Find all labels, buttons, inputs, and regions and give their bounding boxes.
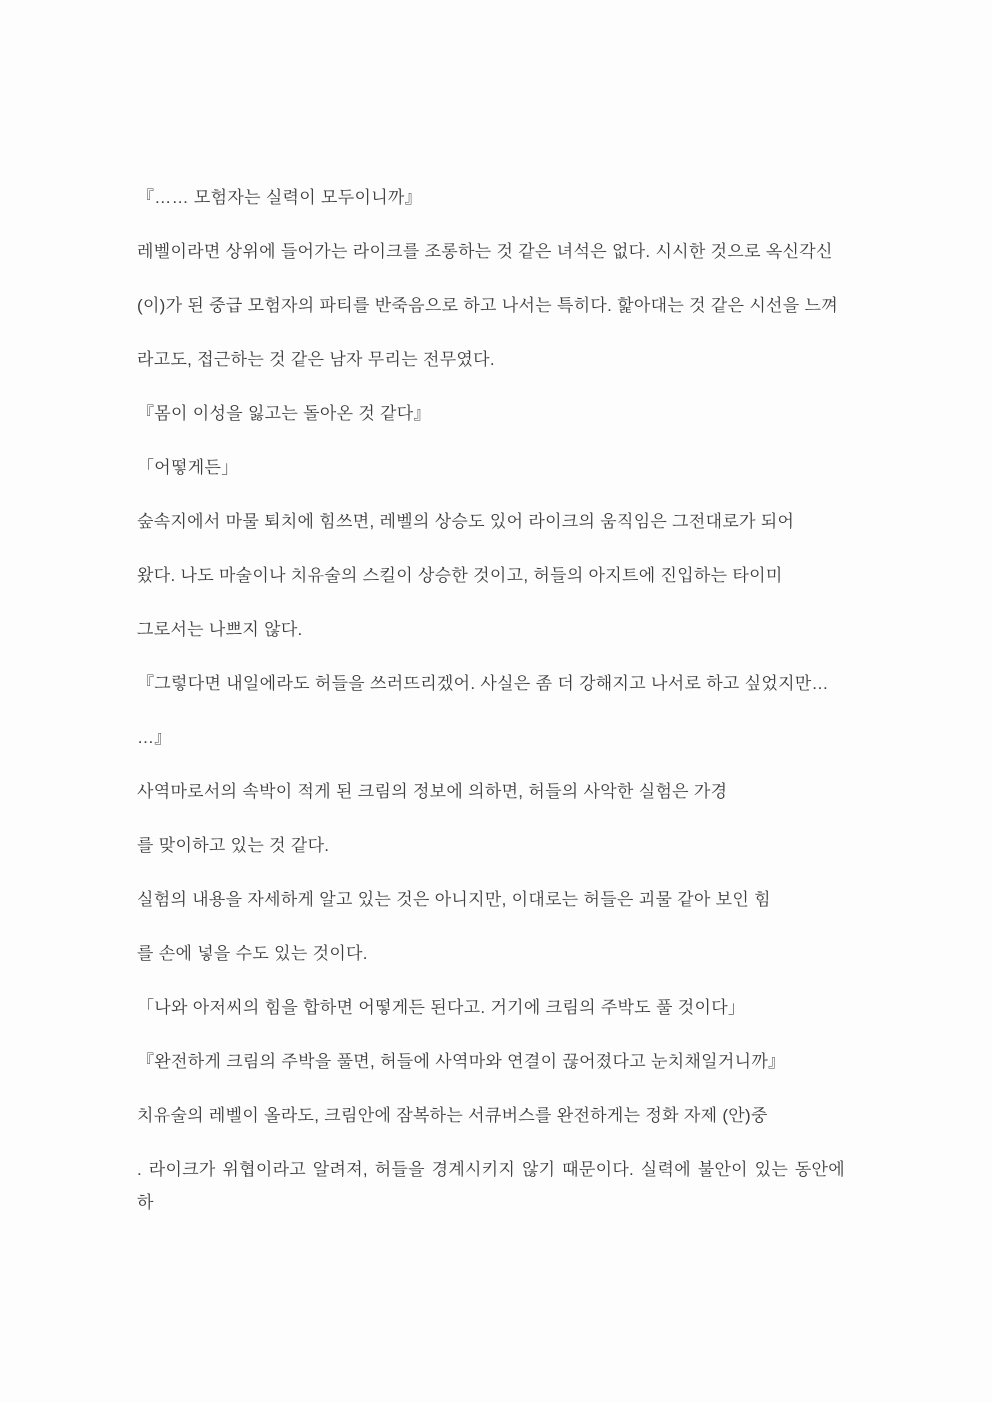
paragraph: 레벨이라면 상위에 들어가는 라이크를 조롱하는 것 같은 녀석은 없다. 시시한 것으로 옥신각신 xyxy=(137,242,833,261)
paragraph: 그로서는 나쁘지 않다. xyxy=(137,620,303,639)
paragraph: 를 손에 넣을 수도 있는 것이다. xyxy=(137,944,368,963)
paragraph: 『그렇다면 내일에라도 허들을 쓰러뜨리겠어. 사실은 좀 더 강해지고 나서로 하고 싶었지만… xyxy=(137,674,829,693)
paragraph: 치유술의 레벨이 올라도, 크림안에 잠복하는 서큐버스를 완전하게는 정화 자제 (안)중 xyxy=(137,1106,768,1125)
paragraph: 숲속지에서 마물 퇴치에 힘쓰면, 레벨의 상승도 있어 라이크의 움직임은 그전대로가 되어 xyxy=(137,512,795,531)
paragraph: 「나와 아저씨의 힘을 합하면 어떻게든 된다고. 거기에 크림의 주박도 풀 것이다」 xyxy=(137,998,746,1017)
paragraph: 실험의 내용을 자세하게 알고 있는 것은 아니지만, 이대로는 허들은 괴물 같아 보인 힘 xyxy=(137,890,771,909)
paragraph: 를 맞이하고 있는 것 같다. xyxy=(137,836,330,855)
paragraph: 왔다. 나도 마술이나 치유술의 스킬이 상승한 것이고, 허들의 아지트에 진입하는 타이미 xyxy=(137,566,783,585)
paragraph: …』 xyxy=(137,728,172,747)
paragraph: 사역마로서의 속박이 적게 된 크림의 정보에 의하면, 허들의 사악한 실험은 가경 xyxy=(137,782,728,801)
paragraph: 「어떻게든」 xyxy=(137,458,239,477)
paragraph: (이)가 된 중급 모험자의 파티를 반죽음으로 하고 나서는 특히다. 핥아대는 것 같은 시선을 느껴 xyxy=(137,296,838,315)
paragraph: . 라이크가 위협이라고 알려져, 허들을 경계시키지 않기 때문이다. 실력에 불안이 있는 동안에 하 xyxy=(137,1160,845,1212)
paragraph: 『완전하게 크림의 주박을 풀면, 허들에 사역마와 연결이 끊어졌다고 눈치채일거니까』 xyxy=(137,1052,786,1071)
paragraph: 라고도, 접근하는 것 같은 남자 무리는 전무였다. xyxy=(137,350,495,369)
paragraph: 『몸이 이성을 잃고는 돌아온 것 같다』 xyxy=(137,404,431,423)
paragraph: 『…… 모험자는 실력이 모두이니까』 xyxy=(137,188,422,207)
